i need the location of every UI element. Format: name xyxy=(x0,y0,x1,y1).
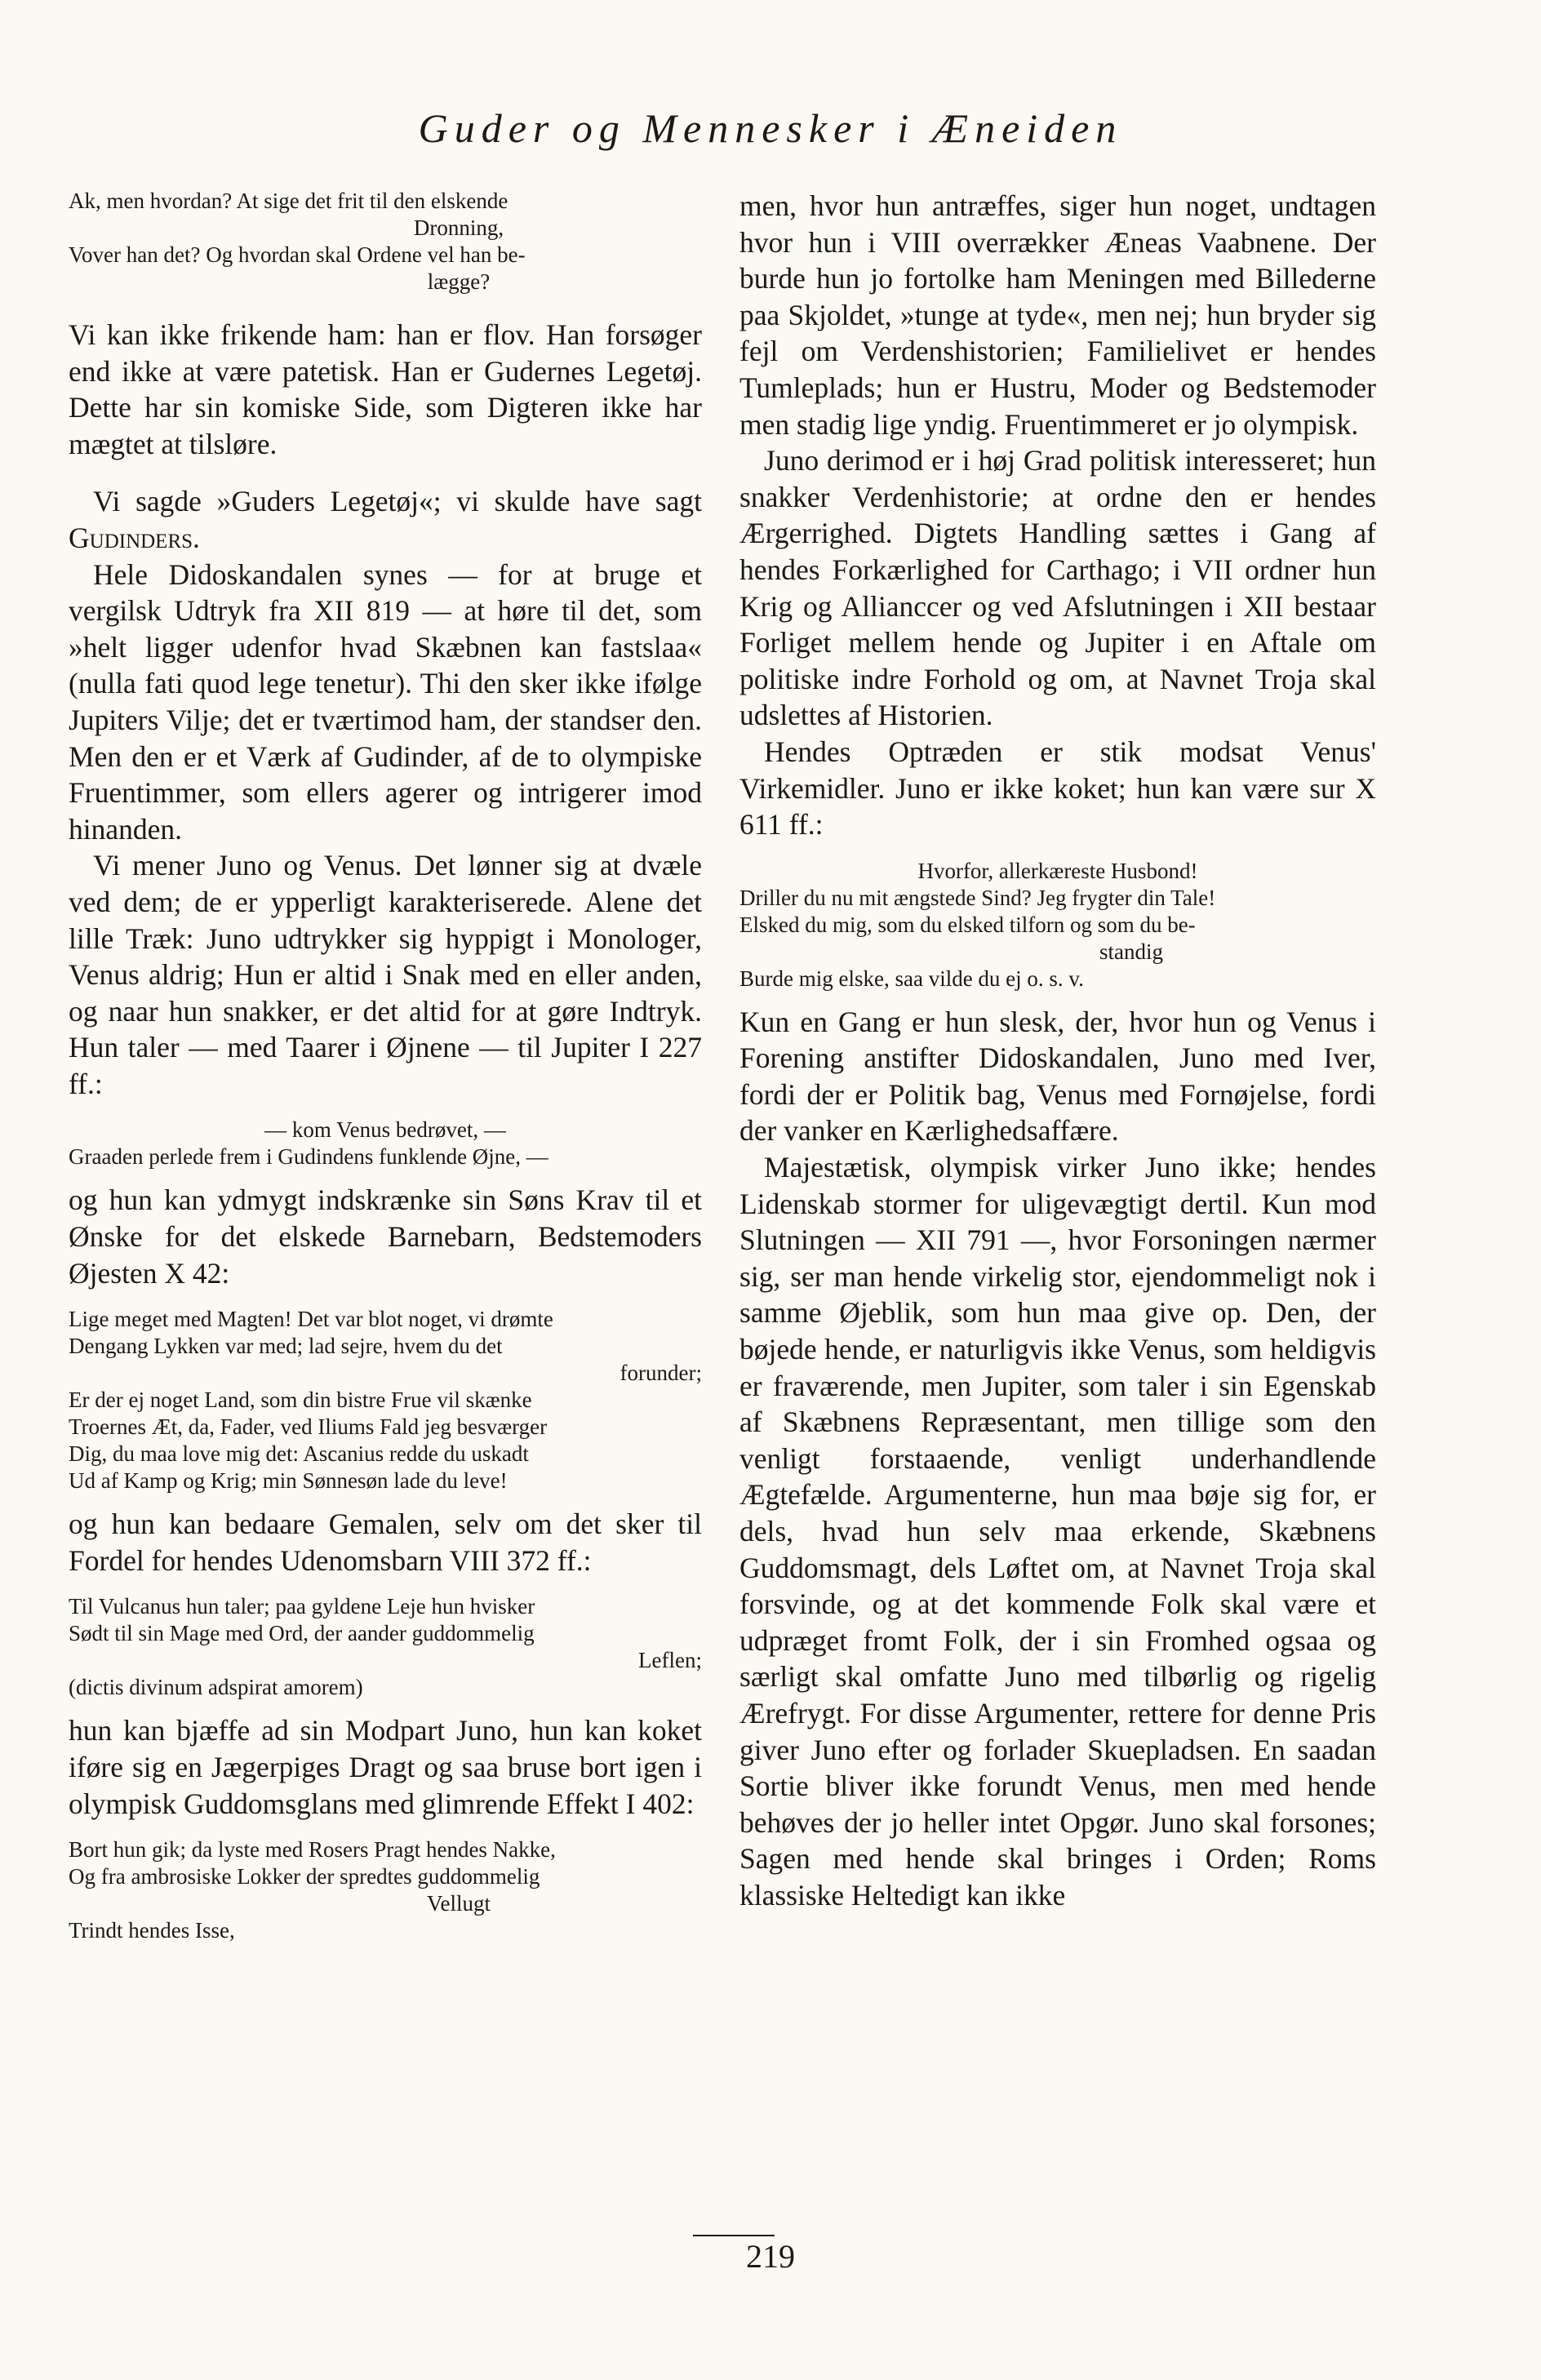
verse-line: Troernes Æt, da, Fader, ved Iliums Fald jeg besværger xyxy=(69,1414,548,1440)
verse-line: Ud af Kamp og Krig; min Sønnesøn lade du leve! xyxy=(69,1468,508,1494)
verse-line-continuation: Leflen; xyxy=(638,1648,702,1673)
verse-line: (dictis divinum adspirat amorem) xyxy=(69,1675,363,1700)
right-column xyxy=(739,188,1376,1914)
verse-line: Dengang Lykken var med; lad sejre, hvem du det xyxy=(69,1334,503,1359)
verse-line-continuation: Dronning, xyxy=(413,215,504,240)
paragraph-text: . xyxy=(193,521,200,554)
verse-line-continuation: standig xyxy=(1099,939,1163,964)
page-number: 219 xyxy=(746,2238,795,2275)
paragraph: Vi kan ikke frikende ham: han er flov. Han forsøger end ikke at være patetisk. Han er Gudernes Legetøj. Dette har sin komiske Side, som Digteren ikke har mægtet at tilsløre. xyxy=(69,318,702,460)
paragraph: Vi mener Juno og Venus. Det lønner sig at dvæle ved dem; de er ypperligt karakteriserede. Alene det lille Træk: Juno udtrykker sig hyppigt i Monologer, Venus aldrig; Hun er altid i Snak med en eller anden, og naar hun snakker, er det altid for at gøre Indtryk. Hun taler — med Taarer i Øjnene — til Jupiter I 227 ff.: xyxy=(69,849,702,1100)
verse-line: Trindt hendes Isse, xyxy=(69,1918,235,1943)
verse-quote-6 xyxy=(739,858,1376,992)
verse-line-continuation: Vellugt xyxy=(427,1891,491,1916)
small-caps-word: Gudinders xyxy=(69,521,193,554)
verse-line: Bort hun gik; da lyste med Rosers Pragt hendes Nakke, xyxy=(69,1837,556,1863)
verse-quote-1 xyxy=(69,188,702,295)
verse-line: Dig, du maa love mig det: Ascanius redde du uskadt xyxy=(69,1441,529,1467)
paragraph-text: Vi sagde »Guders Legetøj«; vi skulde have sagt xyxy=(93,485,702,518)
verse-quote-5 xyxy=(69,1836,702,1944)
paragraph: Majestætisk, olympisk virker Juno ikke; hendes Lidenskab stormer for uligevægtigt dertil. Kun mod Slutningen — XII 791 —, hvor Forsoningen nærmer sig, ser man hende virkelig stor, ejendommeligt nok i samme Øjeblik, som hun maa give op. Den, der bøjede hende, er naturligvis ikke Venus, som heldigvis er fraværende, men Jupiter, som taler i sin Egenskab af Skæbnens Repræsentant, men tillige som den venligt forstaaende, venligt underhandlende Ægtefælde. Argumenterne, hun maa bøje sig for, er dels, hvad hun selv maa erkende, Skæbnens Guddomsmagt, dels Løftet om, at Navnet Troja skal forsvinde, og at det kommende Folk skal være et udpræget fromt Folk, der i sin Fromhed ogsaa og særligt skal omfatte Juno med tilbørlig og rigelig Ærefrygt. For disse Argumenter, rettere for denne Pris giver Juno efter og forlader Skuepladsen. En saadan Sortie bliver ikke forundt Venus, men med hende behøves der jo heller intet Opgør. Juno skal forsones; Sagen med hende skal bringes i Orden; Roms klassiske Heltedigt kan ikke xyxy=(739,1151,1376,1912)
verse-line: Er der ej noget Land, som din bistre Frue vil skænke xyxy=(69,1388,532,1413)
paragraph: Juno derimod er i høj Grad politisk interesseret; hun snakker Verdenhistorie; at ordne den er hendes Ærgerrighed. Digtets Handling sættes i Gang af hendes Forkærlighed for Carthago; i VII ordner hun Krig og Allianccer og ved Afslutningen i XII bestaar Forliget mellem hende og Jupiter i en Aftale om politiske indre Forhold og om, at Navnet Troja skal udslettes af Historien. xyxy=(739,444,1376,732)
verse-line: Til Vulcanus hun taler; paa gyldene Leje hun hvisker xyxy=(69,1594,535,1619)
verse-line: Ak, men hvordan? At sige det frit til den elskende xyxy=(69,189,508,213)
verse-line: Og fra ambrosiske Lokker der spredtes guddommelig xyxy=(69,1864,540,1889)
verse-line: Elsked du mig, som du elsked tilforn og som du be- xyxy=(739,912,1196,937)
page-number-rule xyxy=(693,2235,775,2236)
verse-line-continuation: lægge? xyxy=(427,269,491,294)
paragraph: og hun kan bedaare Gemalen, selv om det sker til Fordel for hendes Udenomsbarn VIII 372 ff.: xyxy=(69,1507,702,1577)
verse-line: Driller du nu mit ængstede Sind? Jeg frygter din Tale! xyxy=(739,885,1216,910)
paragraph xyxy=(69,483,702,556)
paragraph: men, hvor hun antræffes, siger hun noget, undtagen hvor hun i VIII overrækker Æneas Vaabnene. Der burde hun jo fortolke ham Meningen med Billederne paa Skjoldet, »tunge at tyde«, men nej; hun bryder sig fejl om Verdenshistorien; Familielivet er hendes Tumleplads; hun er Hustru, Moder og Bedstemoder men stadig lige yndig. Fruentimmeret er jo olympisk. xyxy=(739,189,1376,441)
paragraph: Hele Didoskandalen synes — for at bruge et vergilsk Udtryk fra XII 819 — at høre til det, som »helt ligger udenfor hvad Skæbnen kan fastslaa« (nulla fati quod lege tenetur). Thi den sker ikke ifølge Jupiters Vilje; det er tværtimod ham, der standser den. Men den er et Værk af Gudinder, af de to olympiske Fruentimmer, som ellers agerer og intrigerer imod hinanden. xyxy=(69,557,702,846)
verse-quote-3 xyxy=(69,1306,702,1494)
verse-quote-2 xyxy=(69,1117,702,1170)
verse-line: Burde mig elske, saa vilde du ej o. s. v. xyxy=(739,966,1084,991)
left-column xyxy=(69,188,702,1944)
verse-line: Vover han det? Og hvordan skal Ordene vel han be- xyxy=(69,242,526,267)
running-title: Guder og Mennesker i Æneiden xyxy=(418,105,1123,151)
verse-line: Lige meget med Magten! Det var blot noget, vi drømte xyxy=(69,1307,553,1332)
verse-line: Graaden perlede frem i Gudindens funklende Øjne, — xyxy=(69,1144,548,1170)
verse-line: — kom Venus bedrøvet, — xyxy=(264,1117,506,1143)
paragraph: hun kan bjæffe ad sin Modpart Juno, hun kan koket iføre sig en Jægerpiges Dragt og saa bruse bort igen i olympisk Guddomsglans med glimrende Effekt I 402: xyxy=(69,1714,702,1820)
paragraph: Hendes Optræden er stik modsat Venus' Virkemidler. Juno er ikke koket; hun kan være sur X 611 ff.: xyxy=(739,735,1376,841)
paragraph: Kun en Gang er hun slesk, der, hvor hun og Venus i Forening anstifter Didoskandalen, Juno med Iver, fordi der er Politik bag, Venus med Fornøjelse, fordi der vanker en Kærlighedsaffære. xyxy=(739,1005,1376,1148)
paragraph: og hun kan ydmygt indskrænke sin Søns Krav til et Ønske for det elskede Barnebarn, Bedstemoders Øjesten X 42: xyxy=(69,1183,702,1290)
verse-line: Hvorfor, allerkæreste Husbond! xyxy=(917,858,1198,883)
verse-line-continuation: forunder; xyxy=(620,1361,702,1386)
verse-line: Sødt til sin Mage med Ord, der aander guddommelig xyxy=(69,1621,535,1646)
verse-quote-4 xyxy=(69,1593,702,1701)
